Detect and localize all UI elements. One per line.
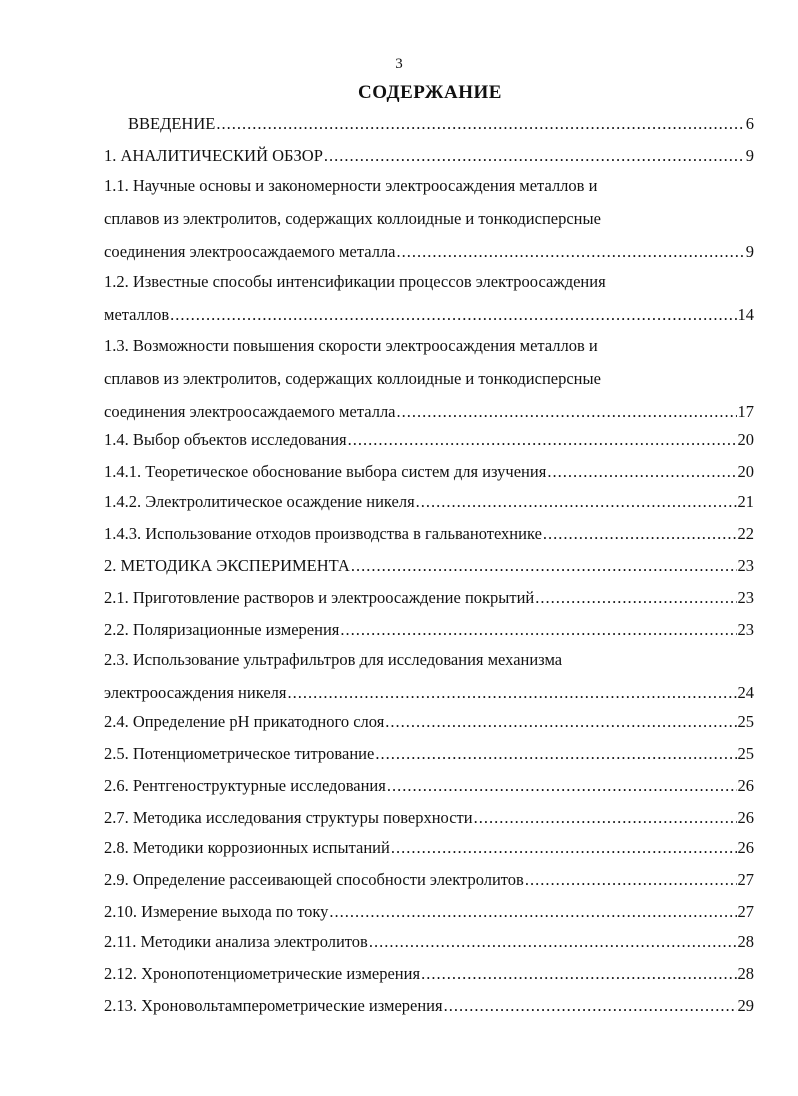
toc-page-number: 24	[737, 683, 754, 702]
toc-entry-leader-row	[104, 870, 754, 903]
toc-entry-leader-row	[104, 712, 754, 745]
toc-entry-title: металлов	[104, 305, 170, 324]
toc-entry	[104, 964, 754, 997]
toc-entry-title: 2.7. Методика исследования структуры поверхности	[104, 808, 473, 827]
toc-entry-title: 2.11. Методики анализа электролитов	[104, 932, 368, 951]
toc-entry	[104, 870, 754, 903]
dot-leader	[387, 776, 737, 796]
toc-page-number: 26	[737, 776, 754, 795]
toc-entry	[104, 336, 754, 435]
toc-entry-title: 2.5. Потенциометрическое титрование	[104, 744, 375, 763]
toc-entry-line: 1.1. Научные основы и закономерности электроосаждения металлов и	[104, 176, 598, 195]
toc-page-number: 17	[737, 402, 754, 421]
toc-entry-title: соединения электроосаждаемого металла	[104, 242, 396, 261]
toc-entry-title: 2.4. Определение pH прикатодного слоя	[104, 712, 385, 731]
toc-entry-title: 1.4.1. Теоретическое обоснование выбора систем для изучения	[104, 462, 547, 481]
toc-page-number: 27	[737, 902, 754, 921]
toc-entry	[104, 176, 754, 275]
toc-entry-leader-row	[104, 588, 754, 621]
toc-entry-title: 2.8. Методики коррозионных испытаний	[104, 838, 390, 857]
toc-entry	[104, 650, 754, 716]
dot-leader	[216, 114, 744, 134]
toc-page-number: 22	[737, 524, 754, 543]
toc-entry-title: 1.4.2. Электролитическое осаждение никеля	[104, 492, 415, 511]
toc-page-number: 26	[737, 838, 754, 857]
toc-entry	[104, 902, 754, 935]
toc-page-number: 23	[737, 620, 754, 639]
toc-entry-title: 2.12. Хронопотенциометрические измерения	[104, 964, 421, 983]
toc-page-number: 9	[745, 242, 754, 261]
toc-entry-title: электроосаждения никеля	[104, 683, 287, 702]
toc-entry	[104, 712, 754, 745]
dot-leader	[397, 242, 745, 262]
toc-entry	[104, 146, 754, 179]
toc-page-number: 25	[737, 744, 754, 763]
toc-entry	[104, 776, 754, 809]
toc-entry-leader-row	[104, 430, 754, 463]
toc-page-number: 27	[737, 870, 754, 889]
toc-entry-leader-row	[104, 808, 754, 841]
dot-leader	[416, 492, 737, 512]
toc-entry	[128, 114, 754, 147]
dot-leader	[351, 556, 737, 576]
toc-entry-leader-row	[104, 838, 754, 871]
dot-leader	[348, 430, 737, 450]
toc-entry-leader-row	[104, 932, 754, 965]
toc-entry-title: 1.4. Выбор объектов исследования	[104, 430, 347, 449]
dot-leader	[474, 808, 737, 828]
dot-leader	[287, 683, 736, 703]
toc-entry	[104, 996, 754, 1029]
toc-page-number: 20	[737, 462, 754, 481]
toc-page-number: 26	[737, 808, 754, 827]
toc-page-number: 6	[745, 114, 754, 133]
toc-entry	[104, 272, 754, 338]
toc-entry-leader-row	[104, 996, 754, 1029]
toc-page-number: 28	[737, 932, 754, 951]
toc-entry	[104, 524, 754, 557]
toc-entry	[104, 588, 754, 621]
toc-page-number: 20	[737, 430, 754, 449]
toc-entry-leader-row	[104, 776, 754, 809]
toc-entry-title: 1. АНАЛИТИЧЕСКИЙ ОБЗОР	[104, 146, 323, 165]
toc-entry-leader-row	[104, 902, 754, 935]
dot-leader	[385, 712, 736, 732]
toc-entry-title: ВВЕДЕНИЕ	[128, 114, 216, 133]
toc-entry-leader-row	[104, 524, 754, 557]
dot-leader	[547, 462, 736, 482]
dot-leader	[421, 964, 736, 984]
toc-page-number: 23	[737, 588, 754, 607]
toc-page-number: 9	[745, 146, 754, 165]
dot-leader	[535, 588, 736, 608]
toc-entry-title: 1.4.3. Использование отходов производства в гальванотехнике	[104, 524, 542, 543]
dot-leader	[170, 305, 736, 325]
toc-page-number: 23	[737, 556, 754, 575]
toc-entry-line: сплавов из электролитов, содержащих коллоидные и тонкодисперсные	[104, 369, 601, 388]
page-title: СОДЕРЖАНИЕ	[358, 82, 502, 103]
toc-entry	[104, 744, 754, 777]
dot-leader	[324, 146, 745, 166]
toc-entry-leader-row	[104, 964, 754, 997]
toc-entry-title: 2.10. Измерение выхода по току	[104, 902, 329, 921]
toc-entry	[104, 492, 754, 525]
toc-entry-leader-row	[128, 114, 754, 147]
toc-entry-title: 2.9. Определение рассеивающей способности электролитов	[104, 870, 524, 889]
toc-entry-leader-row	[104, 305, 754, 338]
toc-page-number: 21	[737, 492, 754, 511]
toc-entry-title: 2. МЕТОДИКА ЭКСПЕРИМЕНТА	[104, 556, 350, 575]
toc-entry-title: соединения электроосаждаемого металла	[104, 402, 396, 421]
toc-entry	[104, 932, 754, 965]
dot-leader	[444, 996, 737, 1016]
dot-leader	[375, 744, 736, 764]
toc-entry-leader-row	[104, 620, 754, 653]
toc-entry	[104, 808, 754, 841]
toc-entry-leader-row	[104, 462, 754, 495]
toc-entry-leader-row	[104, 146, 754, 179]
toc-entry	[104, 620, 754, 653]
toc-entry-leader-row	[104, 556, 754, 589]
toc-entry-line: 2.3. Использование ультрафильтров для исследования механизма	[104, 650, 563, 669]
toc-entry-leader-row	[104, 242, 754, 275]
toc-entry-title: 2.13. Хроновольтамперометрические измерения	[104, 996, 443, 1015]
dot-leader	[391, 838, 737, 858]
dot-leader	[369, 932, 737, 952]
toc-entry-title: 2.1. Приготовление растворов и электроосаждение покрытий	[104, 588, 535, 607]
dot-leader	[397, 402, 737, 422]
toc-page-number: 14	[737, 305, 754, 324]
dot-leader	[525, 870, 737, 890]
toc-entry	[104, 838, 754, 871]
toc-entry-leader-row	[104, 744, 754, 777]
toc-entry-line: 1.3. Возможности повышения скорости электроосаждения металлов и	[104, 336, 598, 355]
dot-leader	[543, 524, 737, 544]
toc-entry	[104, 462, 754, 495]
toc-entry-line: 1.2. Известные способы интенсификации процессов электроосаждения	[104, 272, 606, 291]
toc-entry-title: 2.6. Рентгеноструктурные исследования	[104, 776, 386, 795]
toc-page-number: 28	[737, 964, 754, 983]
page-number: 3	[395, 56, 403, 72]
toc-entry-leader-row	[104, 492, 754, 525]
toc-entry	[104, 430, 754, 463]
toc-entry-line: сплавов из электролитов, содержащих коллоидные и тонкодисперсные	[104, 209, 601, 228]
dot-leader	[329, 902, 736, 922]
dot-leader	[340, 620, 736, 640]
toc-page-number: 25	[737, 712, 754, 731]
toc-entry	[104, 556, 754, 589]
toc-entry-title: 2.2. Поляризационные измерения	[104, 620, 340, 639]
toc-page-number: 29	[737, 996, 754, 1015]
